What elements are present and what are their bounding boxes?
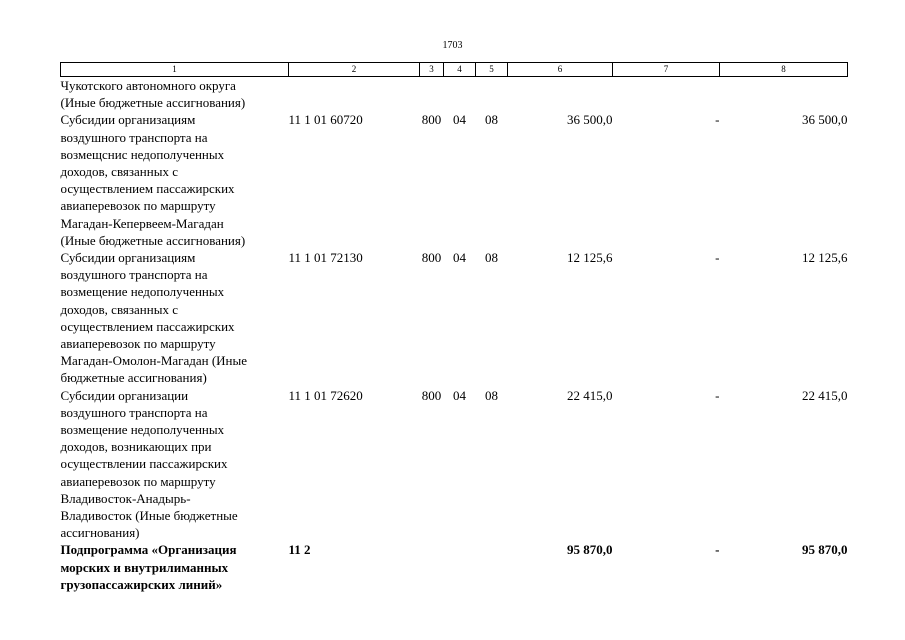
budget-table <box>60 62 848 593</box>
description-line: Субсидии организациям <box>60 112 196 128</box>
description-line: доходов, связанных с <box>60 164 178 180</box>
description-line: морских и внутрилиманных <box>60 559 229 575</box>
description-cell <box>61 387 289 542</box>
amount-cell <box>508 77 613 112</box>
description-line: (Иные бюджетные ассигнования) <box>60 232 246 248</box>
column-number-header-row <box>61 63 848 77</box>
description-line: Субсидии организациям <box>60 250 196 266</box>
subsection-cell <box>476 77 508 112</box>
table-row <box>61 541 848 593</box>
target-code-cell: 11 2 <box>288 542 311 558</box>
description-line: Магадан-Кепервеем-Магадан <box>60 215 224 231</box>
subsection-cell <box>476 541 508 593</box>
section-cell: 04 <box>453 250 466 266</box>
change-cell <box>613 77 720 112</box>
description-line: Чукотского автономного округа <box>60 78 236 93</box>
column-number-header: 2 <box>289 63 420 77</box>
description-line: (Иные бюджетные ассигнования) <box>60 95 246 111</box>
description-line: бюджетные ассигнования) <box>60 370 207 386</box>
description-line: Магадан-Омолон-Магадан (Иные <box>60 353 248 369</box>
column-number-header: 6 <box>508 63 613 77</box>
table-row <box>61 111 848 249</box>
expense-type-cell: 800 <box>421 112 442 128</box>
column-number-header: 1 <box>61 63 289 77</box>
target-code-cell <box>289 77 420 112</box>
change-cell: - <box>715 112 720 128</box>
description-cell <box>61 77 289 112</box>
section-cell: 04 <box>453 112 466 128</box>
change-cell: - <box>715 387 720 403</box>
total-cell: 12 125,6 <box>802 250 848 266</box>
description-line: осуществлением пассажирских <box>60 181 235 197</box>
description-line: Подпрограмма «Организация <box>60 542 237 558</box>
description-cell <box>61 249 289 387</box>
column-number-header: 5 <box>476 63 508 77</box>
amount-cell: 95 870,0 <box>567 542 613 558</box>
total-cell: 22 415,0 <box>802 387 848 403</box>
column-number-header: 7 <box>613 63 720 77</box>
section-cell <box>444 541 476 593</box>
description-line: возмещение недополученных <box>60 422 225 438</box>
description-line: доходов, связанных с <box>60 301 178 317</box>
target-code-cell: 11 1 01 72620 <box>288 387 363 403</box>
description-cell <box>61 111 289 249</box>
section-cell <box>444 77 476 112</box>
description-line: Субсидии организации <box>60 387 189 403</box>
expense-type-cell: 800 <box>421 250 442 266</box>
table-body <box>61 77 848 594</box>
page-number: 1703 <box>442 40 463 51</box>
amount-cell: 36 500,0 <box>567 112 613 128</box>
target-code-cell: 11 1 01 72130 <box>288 250 363 266</box>
change-cell: - <box>715 250 720 266</box>
total-cell <box>720 77 848 112</box>
expense-type-cell <box>420 541 444 593</box>
description-line: возмещение недополученных <box>60 284 225 300</box>
description-line: авиаперевозок по маршруту <box>60 473 216 489</box>
amount-cell: 12 125,6 <box>567 250 613 266</box>
subsection-cell: 08 <box>485 387 498 403</box>
description-line: ассигнования) <box>60 525 140 541</box>
amount-cell: 22 415,0 <box>567 387 613 403</box>
description-line: Владивосток (Иные бюджетные <box>60 508 238 524</box>
description-line: авиаперевозок по маршруту <box>60 336 216 352</box>
description-line: авиаперевозок по маршруту <box>60 198 216 214</box>
table-row <box>61 77 848 112</box>
description-line: осуществлении пассажирских <box>60 456 228 472</box>
description-line: возмещснис недополученных <box>60 146 225 162</box>
subsection-cell: 08 <box>485 250 498 266</box>
expense-type-cell: 800 <box>421 387 442 403</box>
section-cell: 04 <box>453 387 466 403</box>
description-line: воздушного транспорта на <box>60 404 208 420</box>
column-number-header: 3 <box>420 63 444 77</box>
expense-type-cell <box>420 77 444 112</box>
subsection-cell: 08 <box>485 112 498 128</box>
description-line: доходов, возникающих при <box>60 439 212 455</box>
description-line: Владивосток-Анадырь- <box>60 490 191 506</box>
total-cell: 95 870,0 <box>802 542 848 558</box>
target-code-cell: 11 1 01 60720 <box>288 112 363 128</box>
column-number-header: 4 <box>444 63 476 77</box>
column-number-header: 8 <box>720 63 848 77</box>
description-line: воздушного транспорта на <box>60 129 208 145</box>
total-cell: 36 500,0 <box>802 112 848 128</box>
description-line: грузопассажирских линий» <box>60 576 223 592</box>
description-cell <box>61 541 289 593</box>
table-row <box>61 249 848 387</box>
change-cell: - <box>715 542 720 558</box>
description-line: воздушного транспорта на <box>60 267 208 283</box>
description-line: осуществлением пассажирских <box>60 318 235 334</box>
table-row <box>61 387 848 542</box>
